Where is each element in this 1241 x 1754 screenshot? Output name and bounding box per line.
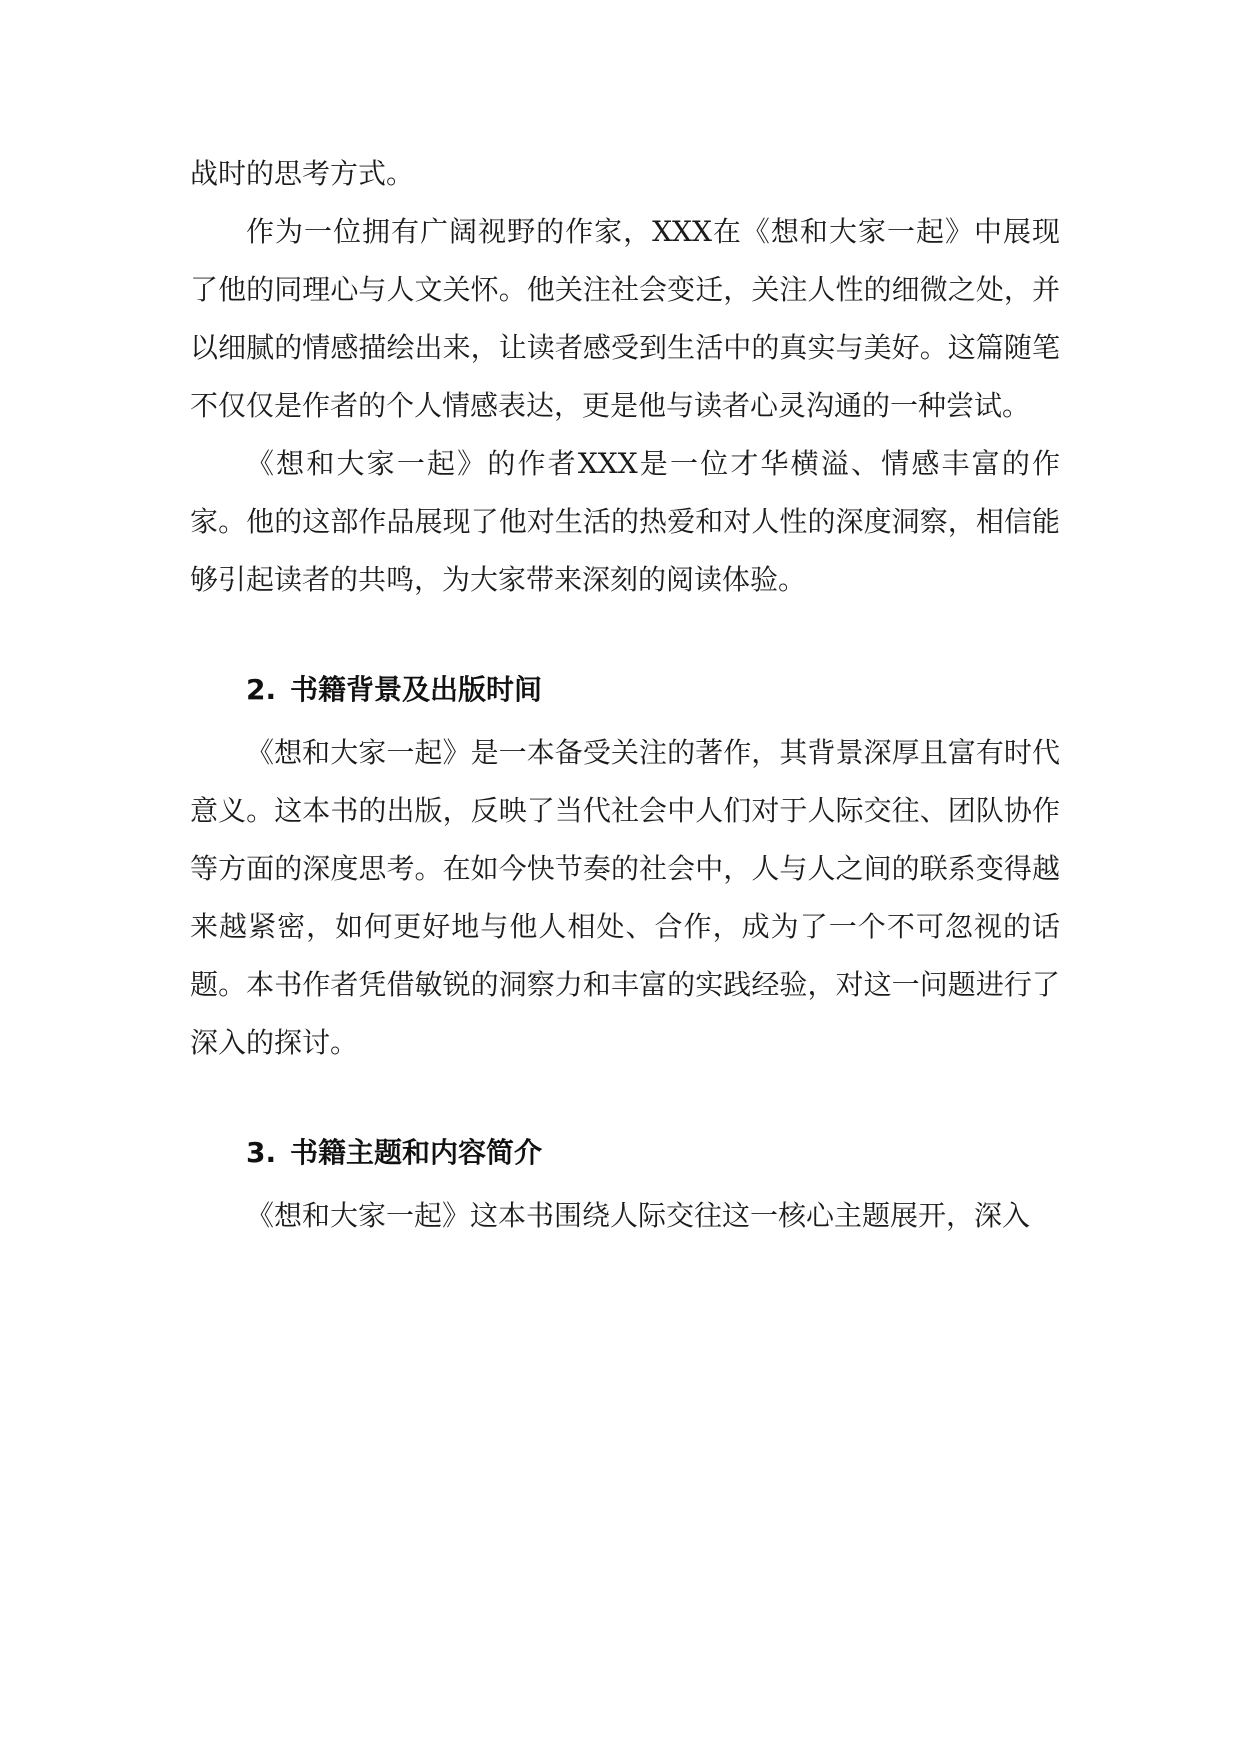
paragraph-theme: 《想和大家一起》这本书围绕人际交往这一核心主题展开，深入 xyxy=(246,1199,1031,1232)
paragraph-author-empathy: 作为一位拥有广阔视野的作家，XXX在《想和大家一起》中展现了他的同理心与人文关怀。他关注社会变迁，关注人性的细微之处，并以细腻的情感描绘出来，让读者感受到生活中的真实与美好。这篇随笔不仅仅是作者的个人情感表达，更是他与读者心灵沟通的一种尝试。 xyxy=(190,215,1060,422)
section-number: 2. xyxy=(246,673,277,706)
paragraph-author-summary: 《想和大家一起》的作者XXX是一位才华横溢、情感丰富的作家。他的这部作品展现了他对生活的热爱和对人性的深度洞察，相信能够引起读者的共鸣，为大家带来深刻的阅读体验。 xyxy=(190,447,1060,596)
section-heading-background xyxy=(246,661,1060,719)
paragraph-background: 《想和大家一起》是一本备受关注的著作，其背景深厚且富有时代意义。这本书的出版，反映了当代社会中人们对于人际交往、团队协作等方面的深度思考。在如今快节奏的社会中，人与人之间的联系变得越来越紧密，如何更好地与他人相处、合作，成为了一个不可忽视的话题。本书作者凭借敏锐的洞察力和丰富的实践经验，对这一问题进行了深入的探讨。 xyxy=(190,736,1060,1059)
document-body xyxy=(190,145,1060,1245)
section-title: 书籍主题和内容简介 xyxy=(290,1136,543,1169)
section-title: 书籍背景及出版时间 xyxy=(290,673,543,706)
section-number: 3. xyxy=(246,1136,277,1169)
section-heading-theme xyxy=(246,1124,1060,1182)
paragraph-continuation: 战时的思考方式。 xyxy=(190,157,415,190)
